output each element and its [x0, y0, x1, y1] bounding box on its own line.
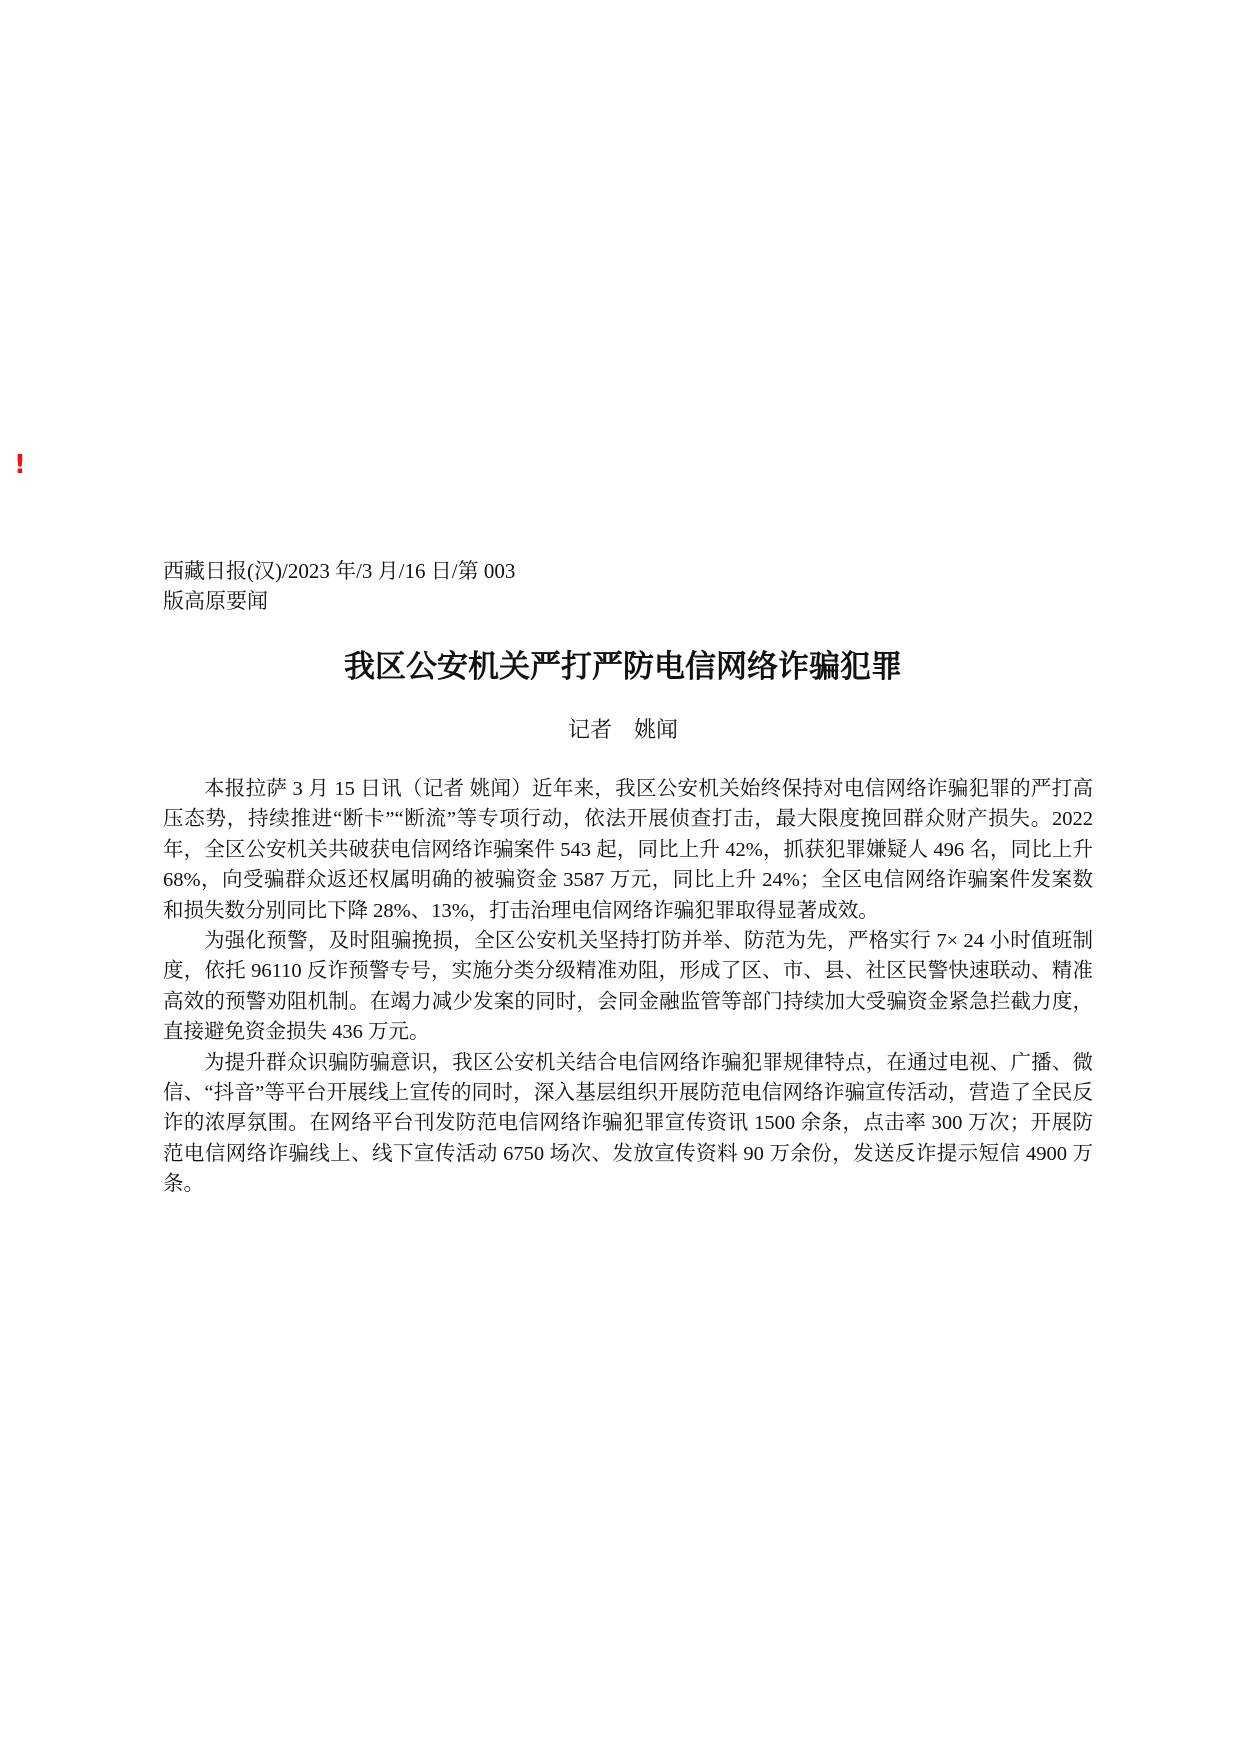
- paragraph: 为强化预警，及时阻骗挽损，全区公安机关坚持打防并举、防范为先，严格实行 7× 24 小时值班制度，依托 96110 反诈预警专号，实施分类分级精准劝阻，形成了区、市、县、社区民警快速联动、精准高效的预警劝阻机制。在竭力减少发案的同时，会同金融监管等部门持续加大受骗资金紧急拦截力度，直接避免资金损失 436 万元。: [163, 930, 1093, 1044]
- byline: 记者 姚闻: [567, 717, 678, 742]
- paragraph: 本报拉萨 3 月 15 日讯（记者 姚闻）近年来，我区公安机关始终保持对电信网络诈骗犯罪的严打高压态势，持续推进“断卡”“断流”等专项行动，依法开展侦查打击，最大限度挽回群众财产损失。2022 年，全区公安机关共破获电信网络诈骗案件 543 起，同比上升 42%，抓获犯罪嫌疑人 496 名，同比上升 68%，向受骗群众返还权属明确的被骗资金 3587 万元，同比上升 24%；全区电信网络诈骗案件发案数和损失数分别同比下降 28%、13%，打击治理电信网络诈骗犯罪取得显著成效。: [163, 778, 1093, 922]
- source-line: [163, 556, 563, 616]
- source-line-2: 版高原要闻: [163, 589, 268, 613]
- source-line-1: 西藏日报(汉)/2023 年/3 月/16 日/第 003: [163, 559, 516, 583]
- article-body: [163, 774, 1093, 1200]
- paragraph: 为提升群众识骗防骗意识，我区公安机关结合电信网络诈骗犯罪规律特点，在通过电视、广播、微信、“抖音”等平台开展线上宣传的同时，深入基层组织开展防范电信网络诈骗宣传活动，营造了全民反诈的浓厚氛围。在网络平台刊发防范电信网络诈骗犯罪宣传资讯 1500 余条，点击率 300 万次；开展防范电信网络诈骗线上、线下宣传活动 6750 场次、发放宣传资料 90 万余份，发送反诈提示短信 4900 万条。: [163, 1051, 1093, 1196]
- alert-mark: !: [14, 450, 26, 480]
- article-title: 我区公安机关严打严防电信网络诈骗犯罪: [344, 649, 902, 685]
